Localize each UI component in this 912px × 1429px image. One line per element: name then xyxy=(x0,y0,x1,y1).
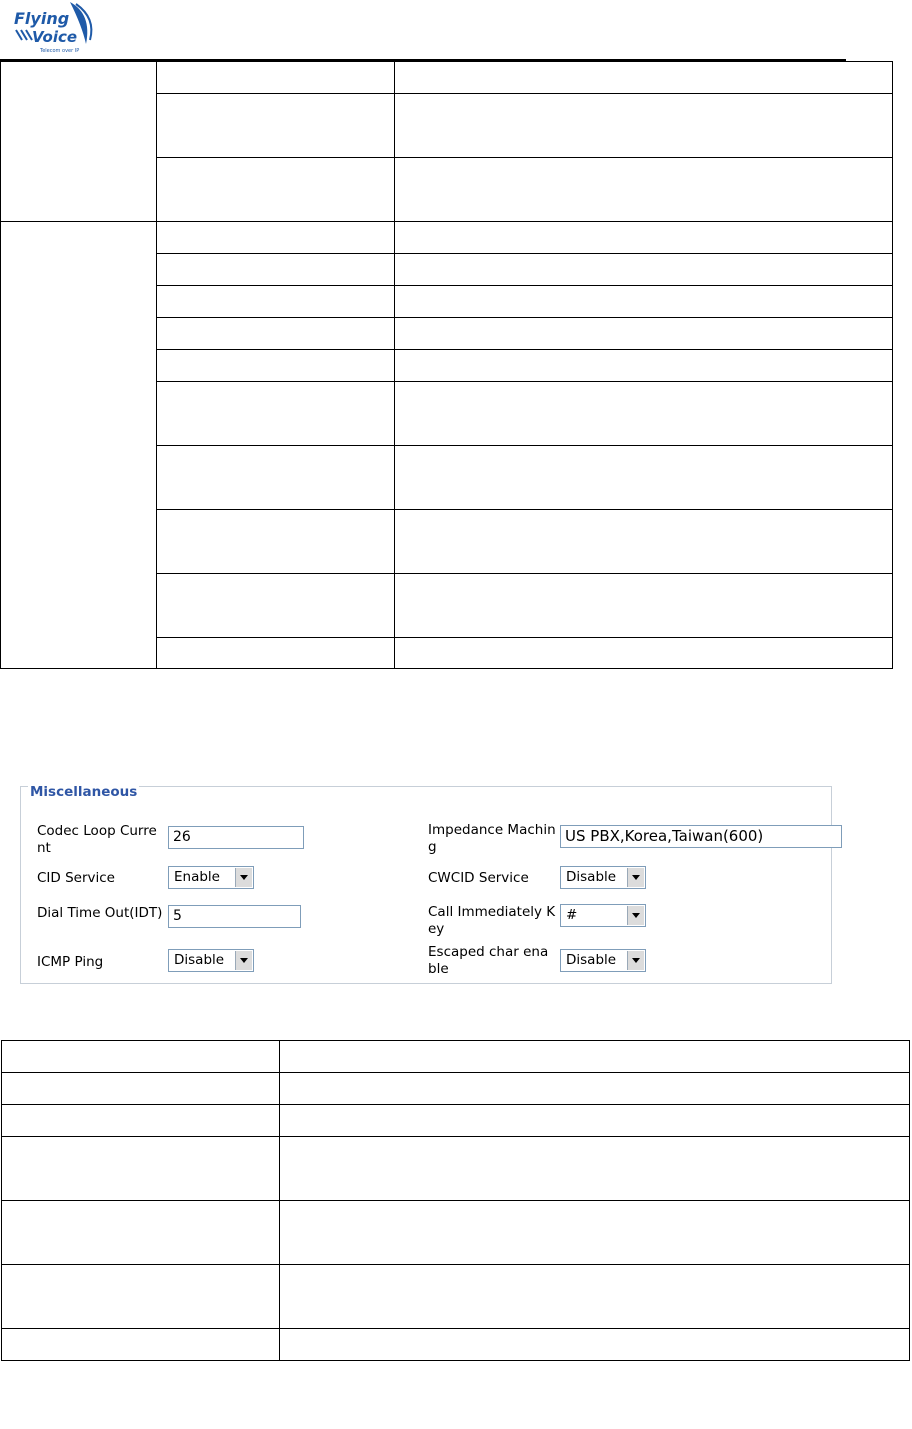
icmp-ping-label: ICMP Ping xyxy=(37,954,104,970)
group-cell xyxy=(1,222,157,669)
cwcid-service-value: Disable xyxy=(566,869,617,885)
parameter-cell xyxy=(157,62,395,94)
call-immediately-key-value: # xyxy=(566,907,578,923)
table-row xyxy=(2,1201,910,1265)
cid-service-value: Enable xyxy=(174,869,220,885)
logo-line1: Flying xyxy=(14,9,70,28)
impedance-maching-input[interactable]: US PBX,Korea,Taiwan(600) xyxy=(560,825,842,848)
parameter-cell xyxy=(157,222,395,254)
parameter-cell xyxy=(2,1073,280,1105)
parameter-cell xyxy=(157,286,395,318)
description-cell xyxy=(395,254,893,286)
chevron-down-icon xyxy=(235,868,252,887)
description-cell xyxy=(280,1105,910,1137)
description-cell xyxy=(280,1265,910,1329)
table-row xyxy=(2,1105,910,1137)
description-cell xyxy=(395,382,893,446)
codec-loop-current-label: Codec Loop Curre nt xyxy=(37,823,157,856)
cid-service-label: CID Service xyxy=(37,870,115,886)
table-row xyxy=(2,1137,910,1201)
parameter-cell xyxy=(157,318,395,350)
cid-service-select[interactable] xyxy=(168,866,254,889)
logo-line2: Voice xyxy=(32,28,78,46)
table-row xyxy=(2,1329,910,1361)
logo-tagline: Telecom over IP xyxy=(40,48,80,54)
dial-time-out-label: Dial Time Out(IDT) xyxy=(37,905,163,921)
dial-time-out-input[interactable]: 5 xyxy=(168,905,301,928)
description-cell xyxy=(395,574,893,638)
parameter-cell xyxy=(2,1329,280,1361)
parameter-cell xyxy=(157,510,395,574)
flying-voice-logo xyxy=(12,0,102,58)
icmp-ping-value: Disable xyxy=(174,952,225,968)
parameter-cell xyxy=(157,638,395,669)
cwcid-service-select[interactable] xyxy=(560,866,646,889)
miscellaneous-fieldset xyxy=(20,786,832,984)
parameter-cell xyxy=(2,1137,280,1201)
escaped-char-enable-select[interactable] xyxy=(560,949,646,972)
description-cell xyxy=(395,446,893,510)
description-cell xyxy=(280,1329,910,1361)
description-cell xyxy=(395,638,893,669)
impedance-maching-label: Impedance Machin g xyxy=(428,822,556,855)
description-cell xyxy=(395,286,893,318)
chevron-down-icon xyxy=(627,951,644,970)
parameter-cell xyxy=(157,350,395,382)
parameter-cell xyxy=(157,254,395,286)
escaped-char-enable-label: Escaped char ena ble xyxy=(428,944,549,977)
description-cell xyxy=(395,222,893,254)
description-cell xyxy=(280,1041,910,1073)
parameter-cell xyxy=(157,446,395,510)
parameter-cell xyxy=(2,1265,280,1329)
table-row xyxy=(2,1265,910,1329)
miscellaneous-panel xyxy=(20,786,832,996)
call-immediately-key-select[interactable] xyxy=(560,904,646,927)
miscellaneous-legend: Miscellaneous xyxy=(30,784,138,800)
chevron-down-icon xyxy=(235,951,252,970)
description-cell xyxy=(280,1137,910,1201)
cwcid-service-label: CWCID Service xyxy=(428,870,529,886)
parameter-cell xyxy=(157,382,395,446)
table-row xyxy=(1,62,893,94)
description-cell xyxy=(395,158,893,222)
description-cell xyxy=(395,94,893,158)
parameter-cell xyxy=(157,158,395,222)
parameter-cell xyxy=(157,94,395,158)
icmp-ping-select[interactable] xyxy=(168,949,254,972)
parameter-cell xyxy=(157,574,395,638)
description-cell xyxy=(280,1073,910,1105)
escaped-char-enable-value: Disable xyxy=(566,952,617,968)
chevron-down-icon xyxy=(627,868,644,887)
parameter-table-top xyxy=(0,61,893,669)
group-cell xyxy=(1,62,157,222)
description-cell xyxy=(395,62,893,94)
parameter-cell xyxy=(2,1201,280,1265)
call-immediately-key-label: Call Immediately K ey xyxy=(428,904,556,937)
chevron-down-icon xyxy=(627,906,644,925)
logo-wave-icon xyxy=(16,30,32,40)
description-cell xyxy=(395,350,893,382)
codec-loop-current-input[interactable]: 26 xyxy=(168,826,304,849)
table-row xyxy=(2,1041,910,1073)
parameter-cell xyxy=(2,1105,280,1137)
parameter-cell xyxy=(2,1041,280,1073)
description-cell xyxy=(395,510,893,574)
table-row xyxy=(2,1073,910,1105)
description-cell xyxy=(280,1201,910,1265)
table-row xyxy=(1,222,893,254)
description-cell xyxy=(395,318,893,350)
parameter-table-bottom xyxy=(1,1040,910,1361)
